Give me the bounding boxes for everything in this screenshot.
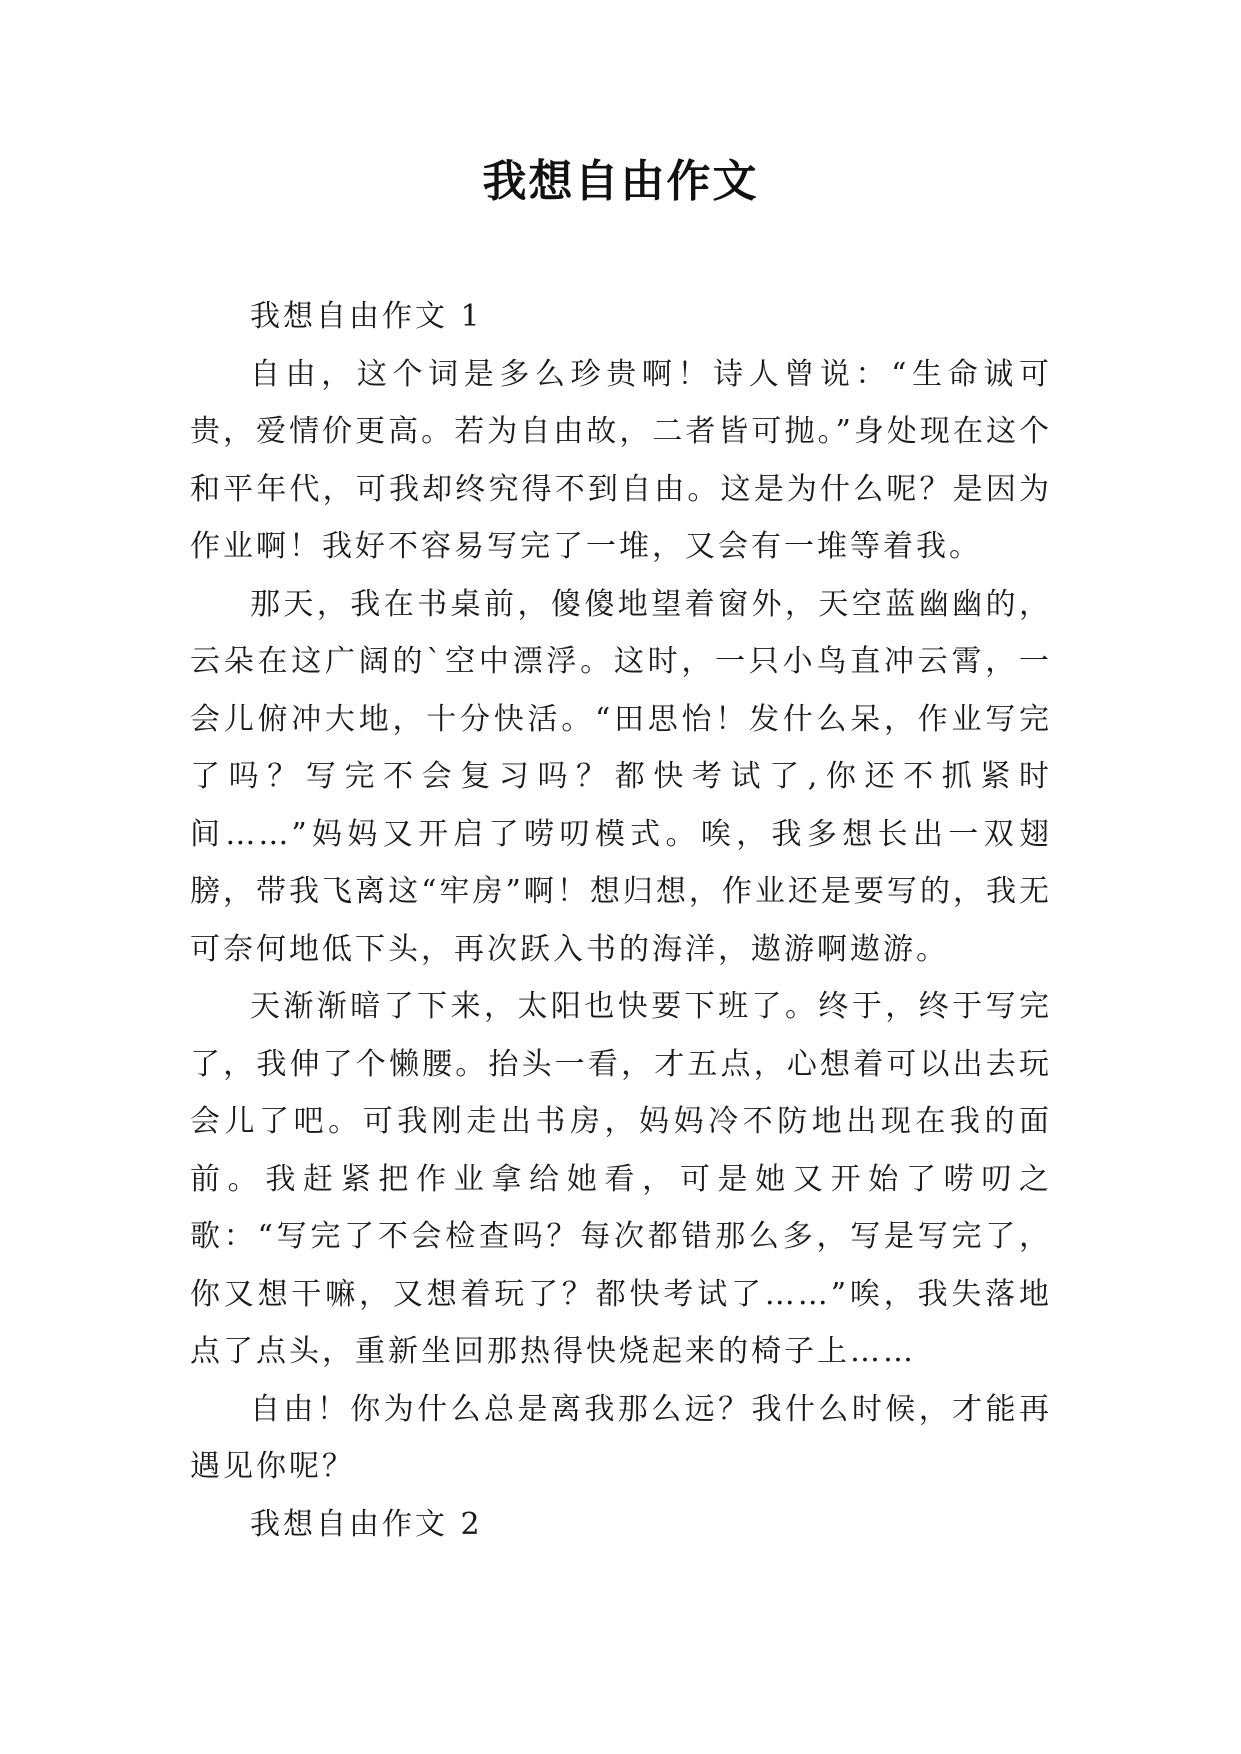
body-paragraph: 那天，我在书桌前，傻傻地望着窗外，天空蓝幽幽的，云朵在这广阔的`空中漂浮。这时，一只小鸟直冲云霄，一会儿俯冲大地，十分快活。“田思怡！发什么呆，作业写完了吗？写完不会复习吗？都快考试了,你还不抓紧时间……”妈妈又开启了唠叨模式。唉，我多想长出一双翅膀，带我飞离这“牢房”啊！想归想，作业还是要写的，我无可奈何地低下头，再次跃入书的海洋，遨游啊遨游。 xyxy=(190,586,1052,967)
body-paragraph: 天渐渐暗了下来，太阳也快要下班了。终于，终于写完了，我伸了个懒腰。抬头一看，才五点，心想着可以出去玩会儿了吧。可我刚走出书房，妈妈冷不防地出现在我的面前。我赶紧把作业拿给她看，可是她又开始了唠叨之歌：“写完了不会检查吗？每次都错那么多，写是写完了，你又想干嘛，又想着玩了？都快考试了……”唉，我失落地点了点头，重新坐回那热得快烧起来的椅子上…… xyxy=(190,989,1052,1369)
section-heading: 我想自由作文 1 xyxy=(250,299,483,334)
document-body xyxy=(190,288,1052,1553)
document-title: 我想自由作文 xyxy=(482,156,759,207)
body-paragraph: 自由！你为什么总是离我那么远？我什么时候，才能再遇见你呢？ xyxy=(190,1391,1052,1484)
body-paragraph: 自由，这个词是多么珍贵啊！诗人曾说：“生命诚可贵，爱情价更高。若为自由故，二者皆可抛。”身处现在这个和平年代，可我却终究得不到自由。这是为什么呢？是因为作业啊！我好不容易写完了一堆，又会有一堆等着我。 xyxy=(190,356,1052,564)
section-heading: 我想自由作文 2 xyxy=(250,1506,483,1542)
